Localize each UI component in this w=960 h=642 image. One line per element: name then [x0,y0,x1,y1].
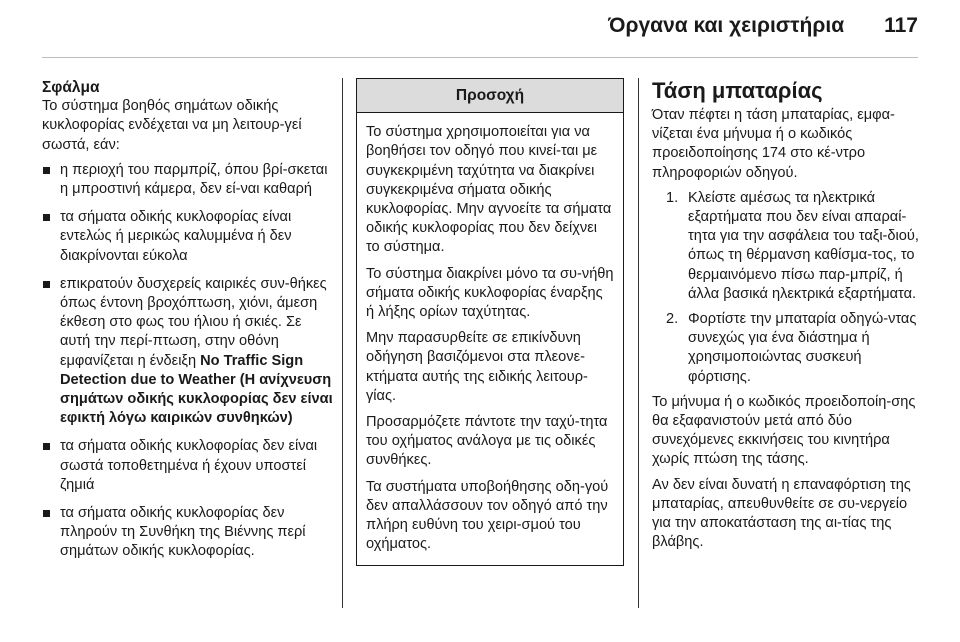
column-battery [652,78,924,558]
list-item: τα σήματα οδικής κυκλοφορίας δεν πληρούν τη Συνθήκη της Βιέννης περί σημάτων οδικής κυκλοφορίας. [42,504,334,562]
list-item: 1. Κλείστε αμέσως τα ηλεκτρικά εξαρτήματα που δεν είναι απαραί-τητα για την ασφάλεια του ταξι-διού, όπως τη θέρμανση καθίσμα-τος, το θερμαινόμενο πίσω παρ-μπρίζ, ή άλλα βασικά ηλεκτρικά εξαρτήματα. [666,189,919,302]
battery-steps [652,189,924,387]
page-number: 117 [884,14,918,37]
page-header [0,14,918,38]
column-caution [356,78,624,566]
fault-list [42,161,334,562]
column-divider [342,78,343,608]
list-item: η περιοχή του παρμπρίζ, όπου βρί-σκεται η μπροστινή κάμερα, δεν εί-ναι καθαρή [42,161,334,199]
bullet-icon [43,510,50,517]
section-heading-fault: Σφάλμα [42,79,100,96]
section-heading-battery: Τάση μπαταρίας [652,78,823,103]
caution-paragraph: Τα συστήματα υποβοήθησης οδη-γού δεν απαλλάσσουν τον οδηγό από την πλήρη ευθύνη του χειρι-σμού του οχήματος. [366,478,609,553]
caution-box [356,78,624,566]
bullet-icon [43,281,50,288]
list-item: τα σήματα οδικής κυκλοφορίας δεν είναι σωστά τοποθετημένα ή έχουν υποστεί ζημιά [42,437,334,495]
bullet-icon [43,214,50,221]
page-title: Όργανα και χειριστήρια [608,14,845,37]
caution-paragraph: Μην παρασυρθείτε σε επικίνδυνη οδήγηση βασιζόμενοι στα πλεονε-κτήματα αυτής της ειδικής λειτουρ-γίας. [366,330,588,404]
list-item: 2. Φορτίστε την μπαταρία οδηγώ-ντας συνεχώς για ένα διάστημα ή χρησιμοποιώντας συσκευή φόρτισης. [666,311,917,385]
fault-intro: Το σύστημα βοηθός σημάτων οδικής κυκλοφορίας ενδέχεται να μη λειτουρ-γεί σωστά, εάν: [42,98,302,153]
display-message: No Traffic Sign Detection due to Weather (Η ανίχνευση σημάτων οδικής κυκλοφορίας δεν είναι εφικτή λόγω καιρικών συνθηκών) [60,352,333,427]
caution-paragraph: Προσαρμόζετε πάντοτε την ταχύ-τητα του οχήματος ανάλογα με τις οδικές συνθήκες. [366,414,608,469]
bullet-icon [43,167,50,174]
bullet-icon [43,443,50,450]
column-fault [42,78,334,571]
list-item: επικρατούν δυσχερείς καιρικές συν-θήκες όπως έντονη βροχόπτωση, χιόνι, άμεση έκθεση στο φως του ήλιου ή σκιές. Σε αυτή την περί-πτωση, στην οθόνη εμφανίζεται η ένδειξη No Traffic Sign Detection due to Weather (Η ανίχνευση σημάτων οδικής κυκλοφορίας δεν είναι εφικτή λόγω καιρικών συνθηκών) [42,275,334,429]
caution-body [357,113,623,565]
column-divider [638,78,639,608]
battery-outro: Αν δεν είναι δυνατή η επαναφόρτιση της μπαταρίας, απευθυνθείτε σε συ-νεργείο για την αποκατάσταση της αι-τίας της βλάβης. [652,476,911,551]
caution-title: Προσοχή [357,79,623,113]
header-rule [42,57,918,58]
list-item: τα σήματα οδικής κυκλοφορίας είναι εντελώς ή μερικώς καλυμμένα ή δεν διακρίνονται εύκολα [42,208,334,266]
caution-paragraph: Το σύστημα χρησιμοποιείται για να βοηθήσει τον οδηγό που κινεί-ται με συγκεκριμένη ταχύτητα να διακρίνει συγκεκριμένα σήματα οδικής κυκλοφορίας. Μην αγνοείτε τα σήματα οδικής κυκλοφορίας που δεν δείχνει το σύστημα. [366,124,612,256]
battery-outro: Το μήνυμα ή ο κωδικός προειδοποίη-σης θα εξαφανιστούν μετά από δύο συνεχόμενες εκκινήσεις του κινητήρα χωρίς πτώση της τάσης. [652,393,916,468]
battery-intro: Όταν πέφτει η τάση μπαταρίας, εμφα-νίζεται ένα μήνυμα ή ο κωδικός προειδοποίησης 174 στο κέ-ντρο πληροφοριών οδηγού. [652,107,895,181]
caution-paragraph: Το σύστημα διακρίνει μόνο τα συ-νήθη σήματα οδικής κυκλοφορίας έναρξης ή λήξης ορίων ταχύτητας. [366,265,614,321]
